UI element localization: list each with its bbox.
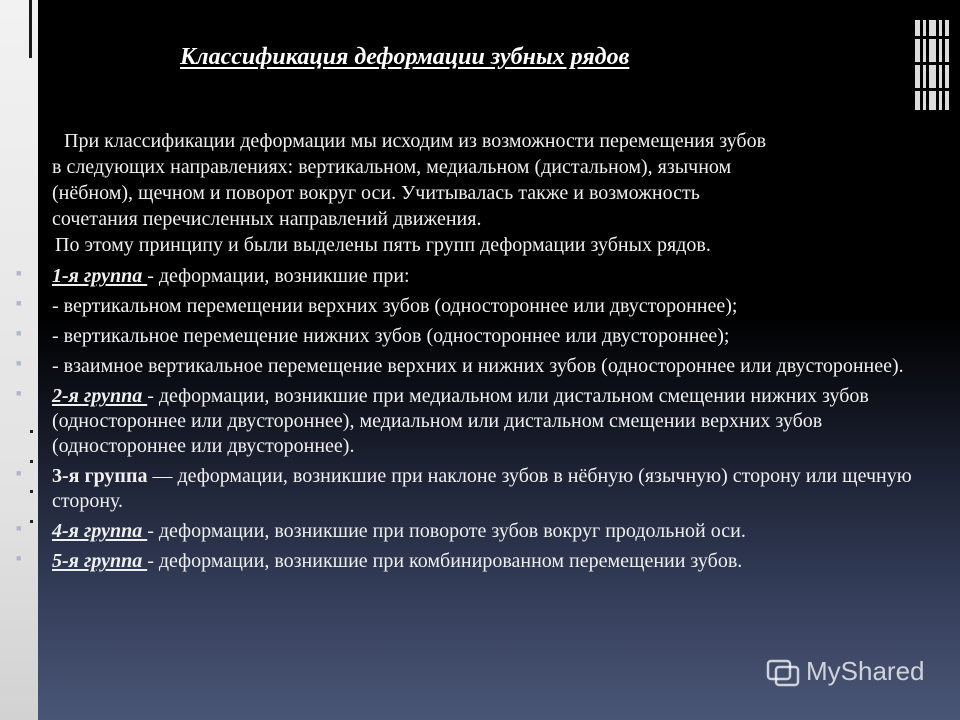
bullet-text: — деформации, возникшие при наклоне зубов в нёбную (язычную) сторону или щечную сторону. xyxy=(52,465,912,512)
bullet-text: - деформации, возникшие при медиальном или дистальном смещении нижних зубов (одностороннее или двустороннее), медиальном или дистальном смещении верхних зубов (одностороннее или двустороннее). xyxy=(52,385,869,457)
list-item xyxy=(16,384,926,459)
intro-line: в следующих направлениях: вертикальном, медиальном (дистальном), язычном xyxy=(52,156,732,178)
bullet-icon: ■ xyxy=(16,358,22,368)
intro-line: (нёбном), щечном и поворот вокруг оси. Учитывалась также и возможность xyxy=(52,182,700,204)
intro-line: сочетания перечисленных направлений движения. xyxy=(52,208,482,230)
bullet-icon: ■ xyxy=(16,553,22,563)
list-item xyxy=(16,519,926,544)
bullet-text: - вертикальном перемещении верхних зубов (одностороннее или двустороннее); xyxy=(52,295,738,317)
list-item xyxy=(16,324,926,349)
slide-title: Классификация деформации зубных рядов xyxy=(180,44,630,70)
group-label: 3-я группа xyxy=(52,465,148,487)
list-item xyxy=(16,354,926,379)
watermark-text: MyShared xyxy=(806,656,925,686)
bullet-text: - взаимное вертикальное перемещение верхних и нижних зубов (одностороннее или двустороннее). xyxy=(52,355,904,377)
decor-bars-icon xyxy=(911,0,951,130)
list-item xyxy=(16,294,926,319)
watermark xyxy=(766,656,925,687)
bullet-icon: ■ xyxy=(16,328,22,338)
bullet-icon: ■ xyxy=(16,388,22,398)
intro-line: При классификации деформации мы исходим из возможности перемещения зубов xyxy=(64,130,767,152)
group-list xyxy=(16,264,926,579)
share-icon xyxy=(766,657,800,687)
group-label: 2-я группа xyxy=(52,385,148,407)
bullet-icon: ■ xyxy=(16,468,22,478)
list-item xyxy=(16,549,926,574)
group-label: 1-я группа xyxy=(52,265,148,287)
bullet-text: - деформации, возникшие при: xyxy=(147,265,410,287)
decor-line xyxy=(29,0,32,58)
bullet-icon: ■ xyxy=(16,268,22,278)
group-label: 4-я группа xyxy=(52,520,148,542)
intro-paragraph xyxy=(52,128,912,232)
group-label: 5-я группа xyxy=(52,550,148,572)
principle-text: По этому принципу и были выделены пять групп деформации зубных рядов. xyxy=(55,234,711,256)
bullet-text: - вертикальное перемещение нижних зубов (одностороннее или двустороннее); xyxy=(52,325,730,347)
bullet-icon: ■ xyxy=(16,298,22,308)
bullet-text: - деформации, возникшие при повороте зубов вокруг продольной оси. xyxy=(147,520,746,542)
bullet-text: - деформации, возникшие при комбинированном перемещении зубов. xyxy=(147,550,743,572)
list-item xyxy=(16,264,926,289)
list-item xyxy=(16,464,926,514)
bullet-icon: ■ xyxy=(16,523,22,533)
